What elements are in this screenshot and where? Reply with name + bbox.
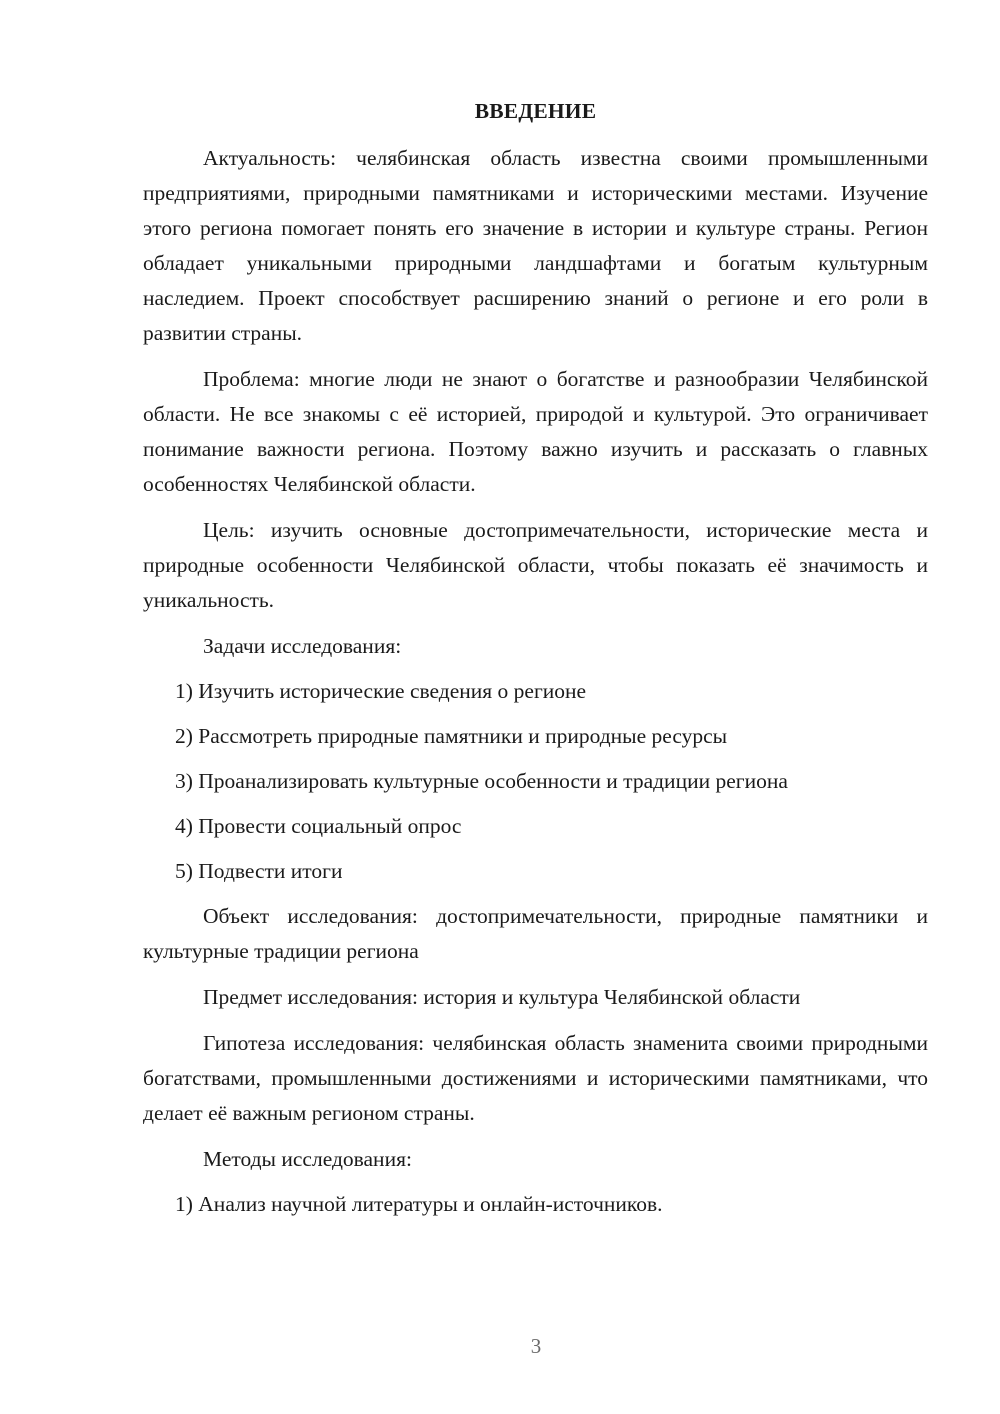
problem-paragraph: Проблема: многие люди не знают о богатстве и разнообразии Челябинской области. Не все знакомы с её историей, природой и культурой. Это ограничивает понимание важности региона. Поэтому важно изучить и рассказать о главных особенностях Челябинской области. xyxy=(143,367,928,496)
task-item-2: 2) Рассмотреть природные памятники и природные ресурсы xyxy=(175,724,728,748)
object-paragraph: Объект исследования: достопримечательности, природные памятники и культурные традиции региона xyxy=(143,904,928,963)
task-item-1: 1) Изучить исторические сведения о регионе xyxy=(175,679,587,703)
hypothesis-paragraph: Гипотеза исследования: челябинская область знаменита своими природными богатствами, промышленными достижениями и историческими памятниками, что делает её важным регионом страны. xyxy=(143,1031,928,1125)
page-number: 3 xyxy=(530,1334,542,1358)
task-item-5: 5) Подвести итоги xyxy=(175,859,343,883)
subject-paragraph: Предмет исследования: история и культура Челябинской области xyxy=(203,985,801,1009)
relevance-paragraph: Актуальность: челябинская область известна своими промышленными предприятиями, природными памятниками и историческими местами. Изучение этого региона помогает понять его значение в истории и культуре страны. Регион обладает уникальными природными ландшафтами и богатым культурным наследием. Проект способствует расширению знаний о регионе и его роли в развитии страны. xyxy=(143,146,928,345)
methods-heading: Методы исследования: xyxy=(203,1147,412,1171)
tasks-heading: Задачи исследования: xyxy=(203,634,402,658)
method-item-1: 1) Анализ научной литературы и онлайн-источников. xyxy=(175,1192,663,1216)
task-item-4: 4) Провести социальный опрос xyxy=(175,814,462,838)
task-item-3: 3) Проанализировать культурные особенности и традиции региона xyxy=(175,769,788,793)
goal-paragraph: Цель: изучить основные достопримечательности, исторические места и природные особенности Челябинской области, чтобы показать её значимость и уникальность. xyxy=(143,518,928,612)
section-title: ВВЕДЕНИЕ xyxy=(474,99,597,123)
page-content xyxy=(143,94,928,1232)
